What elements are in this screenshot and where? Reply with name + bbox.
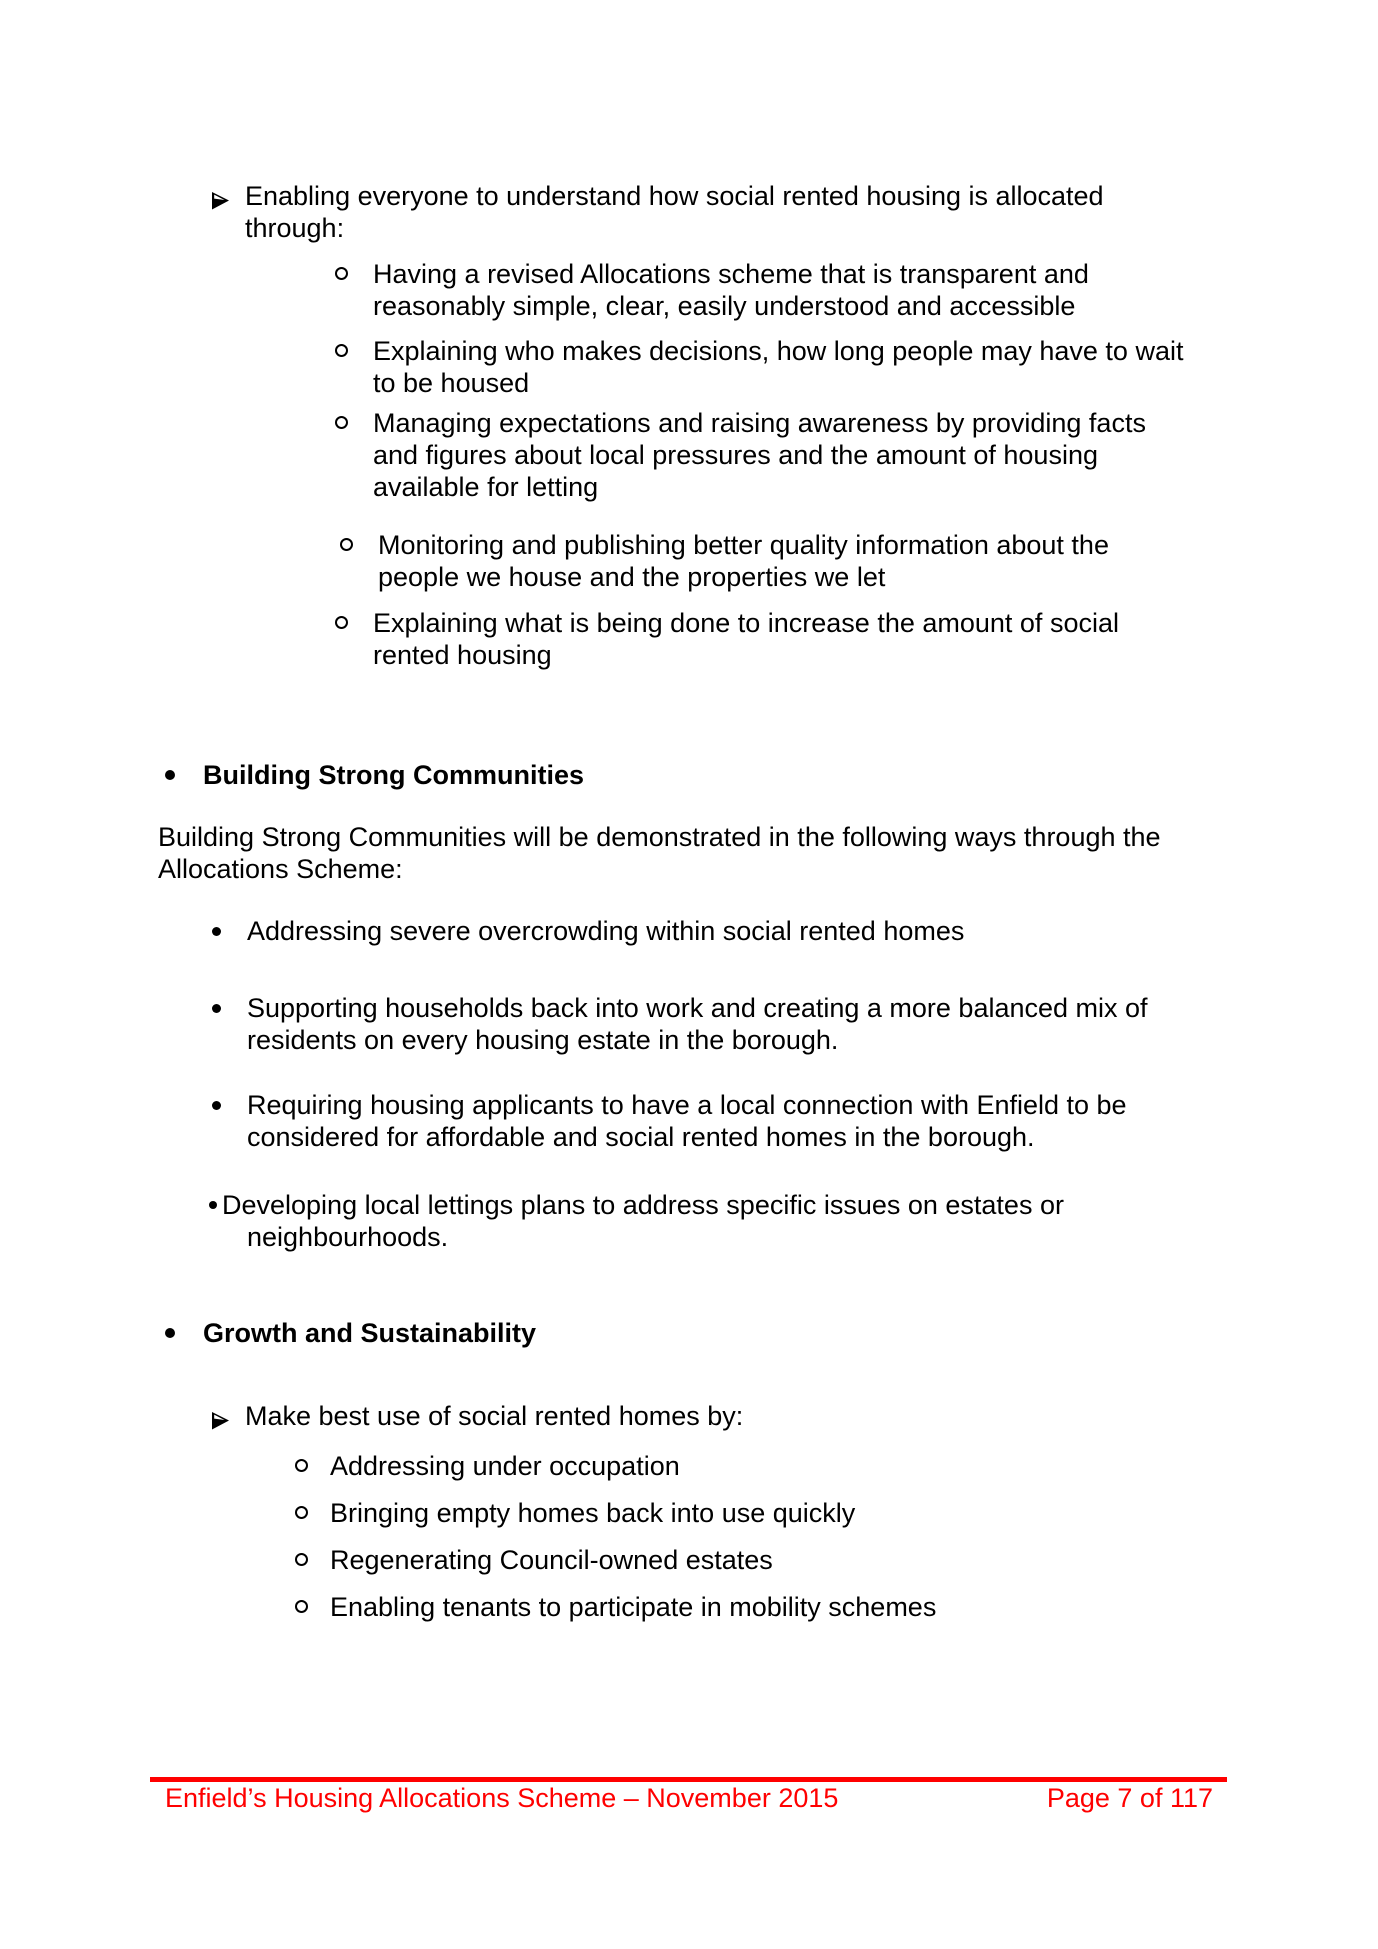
disc-bullet-icon bbox=[209, 1189, 222, 1209]
circle-bullet-item bbox=[295, 1450, 1378, 1482]
text-line: available for letting bbox=[373, 472, 599, 502]
circle-bullet-icon bbox=[335, 407, 373, 429]
text-line: Allocations Scheme: bbox=[158, 854, 403, 884]
disc-bullet-icon bbox=[212, 915, 247, 936]
text-line: residents on every housing estate in the borough. bbox=[247, 1025, 839, 1055]
text-line: people we house and the properties we let bbox=[378, 562, 886, 592]
circle-bullet-item bbox=[335, 607, 1378, 671]
text-line: through: bbox=[245, 213, 345, 243]
bullet-text bbox=[373, 335, 1183, 399]
circle-bullet-icon bbox=[295, 1497, 330, 1519]
circle-bullet-icon bbox=[335, 258, 373, 280]
text-line: neighbourhoods. bbox=[247, 1222, 449, 1252]
bullet-text bbox=[247, 915, 964, 947]
circle-bullet-icon bbox=[295, 1544, 330, 1566]
text-line: to be housed bbox=[373, 368, 530, 398]
section-heading-text: Growth and Sustainability bbox=[203, 1318, 537, 1348]
disc-bullet-icon bbox=[165, 759, 203, 780]
bullet-text bbox=[330, 1497, 855, 1529]
disc-bullet-icon bbox=[212, 1089, 247, 1110]
text-line: Addressing severe overcrowding within social rented homes bbox=[247, 916, 965, 946]
circle-bullet-item bbox=[335, 258, 1378, 322]
text-line: Regenerating Council-owned estates bbox=[330, 1545, 773, 1575]
footer-page-number: Page 7 of 117 bbox=[1046, 1783, 1213, 1813]
bullet-text bbox=[330, 1591, 936, 1623]
disc-bullet-item bbox=[212, 1089, 1378, 1153]
bullet-text bbox=[378, 529, 1109, 593]
section-heading-building-strong-communities bbox=[165, 759, 1378, 791]
circle-bullet-icon bbox=[340, 529, 378, 551]
text-line: Managing expectations and raising awareness by providing facts bbox=[373, 408, 1146, 438]
text-line: Make best use of social rented homes by: bbox=[245, 1401, 744, 1431]
arrow-bullet-icon bbox=[211, 1400, 245, 1438]
bullet-text bbox=[247, 1089, 1127, 1153]
text-line: Monitoring and publishing better quality information about the bbox=[378, 530, 1109, 560]
text-line: Enabling tenants to participate in mobility schemes bbox=[330, 1592, 937, 1622]
circle-bullet-item bbox=[295, 1544, 1378, 1576]
section-intro-paragraph bbox=[158, 821, 1378, 885]
text-line: Explaining who makes decisions, how long people may have to wait bbox=[373, 336, 1184, 366]
circle-bullet-icon bbox=[295, 1591, 330, 1613]
bullet-text bbox=[373, 407, 1146, 503]
section-heading-text: Building Strong Communities bbox=[203, 760, 584, 790]
text-line: Supporting households back into work and creating a more balanced mix of bbox=[247, 993, 1148, 1023]
text-line: rented housing bbox=[373, 640, 552, 670]
text-line: Bringing empty homes back into use quickly bbox=[330, 1498, 856, 1528]
bullet-text bbox=[245, 1400, 743, 1432]
circle-bullet-item bbox=[295, 1591, 1378, 1623]
text-line: Enabling everyone to understand how social rented housing is allocated bbox=[245, 181, 1104, 211]
footer-document-title: Enfield’s Housing Allocations Scheme – November 2015 bbox=[165, 1783, 839, 1813]
circle-bullet-item bbox=[340, 529, 1378, 593]
circle-bullet-icon bbox=[335, 607, 373, 629]
bullet-text bbox=[373, 607, 1119, 671]
circle-bullet-item bbox=[335, 407, 1378, 503]
section-heading-growth-and-sustainability bbox=[165, 1317, 1378, 1349]
disc-bullet-icon bbox=[165, 1317, 203, 1338]
text-line: Requiring housing applicants to have a local connection with Enfield to be bbox=[247, 1090, 1127, 1120]
disc-bullet-item bbox=[212, 992, 1378, 1056]
circle-bullet-icon bbox=[335, 335, 373, 357]
arrow-bullet-item bbox=[211, 1400, 1378, 1438]
disc-bullet-item bbox=[212, 915, 1378, 947]
arrow-bullet-item bbox=[211, 180, 1378, 244]
text-line: Developing local lettings plans to address specific issues on estates or bbox=[222, 1190, 1064, 1220]
circle-bullet-item bbox=[335, 335, 1378, 399]
bullet-text bbox=[247, 992, 1148, 1056]
bullet-text bbox=[222, 1189, 1064, 1253]
disc-bullet-item bbox=[209, 1189, 1378, 1253]
text-line: Having a revised Allocations scheme that is transparent and bbox=[373, 259, 1089, 289]
circle-bullet-icon bbox=[295, 1450, 330, 1472]
bullet-text bbox=[373, 258, 1089, 322]
disc-bullet-icon bbox=[212, 992, 247, 1013]
circle-bullet-item bbox=[295, 1497, 1378, 1529]
bullet-text bbox=[330, 1450, 680, 1482]
arrow-bullet-icon bbox=[211, 180, 245, 218]
text-line: Explaining what is being done to increase the amount of social bbox=[373, 608, 1119, 638]
text-line: and figures about local pressures and the amount of housing bbox=[373, 440, 1098, 470]
text-line: Building Strong Communities will be demonstrated in the following ways through the bbox=[158, 822, 1161, 852]
footer bbox=[150, 1782, 1227, 1814]
text-line: reasonably simple, clear, easily understood and accessible bbox=[373, 291, 1076, 321]
text-line: Addressing under occupation bbox=[330, 1451, 680, 1481]
bullet-text bbox=[245, 180, 1104, 244]
text-line: considered for affordable and social rented homes in the borough. bbox=[247, 1122, 1035, 1152]
bullet-text bbox=[330, 1544, 773, 1576]
